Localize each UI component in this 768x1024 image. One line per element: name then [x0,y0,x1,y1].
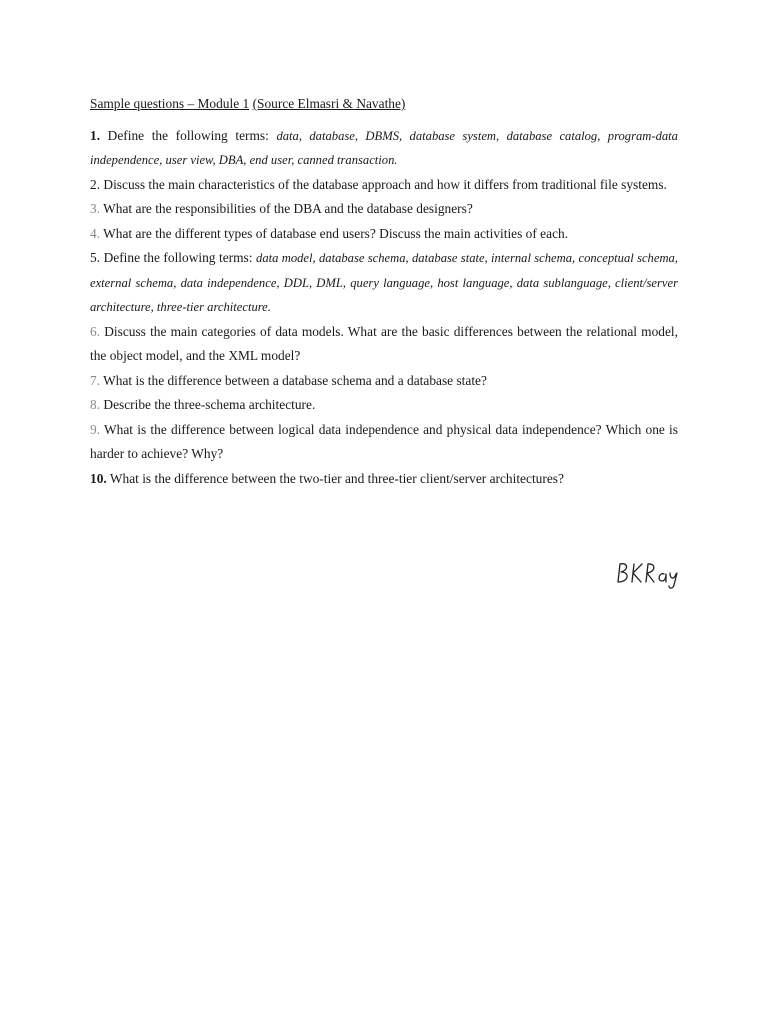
question-text: What are the responsibilities of the DBA and the database designers? [103,201,473,216]
question-number: 6. [90,323,101,339]
question-number: 1. [90,127,101,143]
document-content [90,92,678,491]
question-number: 8. [90,397,101,412]
document-title [90,92,678,117]
handwritten-signature [612,556,692,592]
question-4 [90,222,678,247]
question-number: 2. [90,176,101,192]
question-terms: data model, database schema, database state, internal schema, conceptual schema, external schema, data independence, DDL, DML, query language, host language, data sublanguage, client/server architecture, three-tier architecture. [90,251,678,314]
question-number: 5. [90,250,101,265]
question-5 [90,246,678,320]
question-text: Define the following terms: [107,127,269,143]
question-text: Discuss the main categories of data models. What are the basic differences between the relational model, the object model, and the XML model? [90,323,678,363]
question-7 [90,369,678,394]
question-1 [90,124,678,173]
question-9 [90,418,678,467]
question-text: What are the different types of database end users? Discuss the main activities of each. [103,225,569,241]
question-text: Define the following terms: [103,250,253,265]
question-text: Describe the three-schema architecture. [103,397,316,412]
question-number: 9. [90,421,101,437]
question-number: 3. [90,201,101,216]
question-6 [90,320,678,369]
question-text: What is the difference between logical data independence and physical data independence? Which one is harder to achieve? Why? [90,421,678,461]
question-number: 10. [90,470,107,486]
question-number: 4. [90,225,101,241]
question-2 [90,173,678,198]
question-text: What is the difference between the two-tier and three-tier client/server architectures? [109,470,564,486]
question-10 [90,467,678,492]
question-8 [90,393,678,418]
title-module: Sample questions – Module 1 [90,96,250,111]
question-text: What is the difference between a database schema and a database state? [103,372,487,388]
question-3 [90,197,678,222]
title-source: (Source Elmasri & Navathe) [252,96,406,111]
question-terms: data, database, DBMS, database system, database catalog, program-data independence, user view, DBA, end user, canned transaction. [90,128,678,167]
question-text: Discuss the main characteristics of the database approach and how it differs from traditional file systems. [103,176,667,192]
question-number: 7. [90,372,101,388]
